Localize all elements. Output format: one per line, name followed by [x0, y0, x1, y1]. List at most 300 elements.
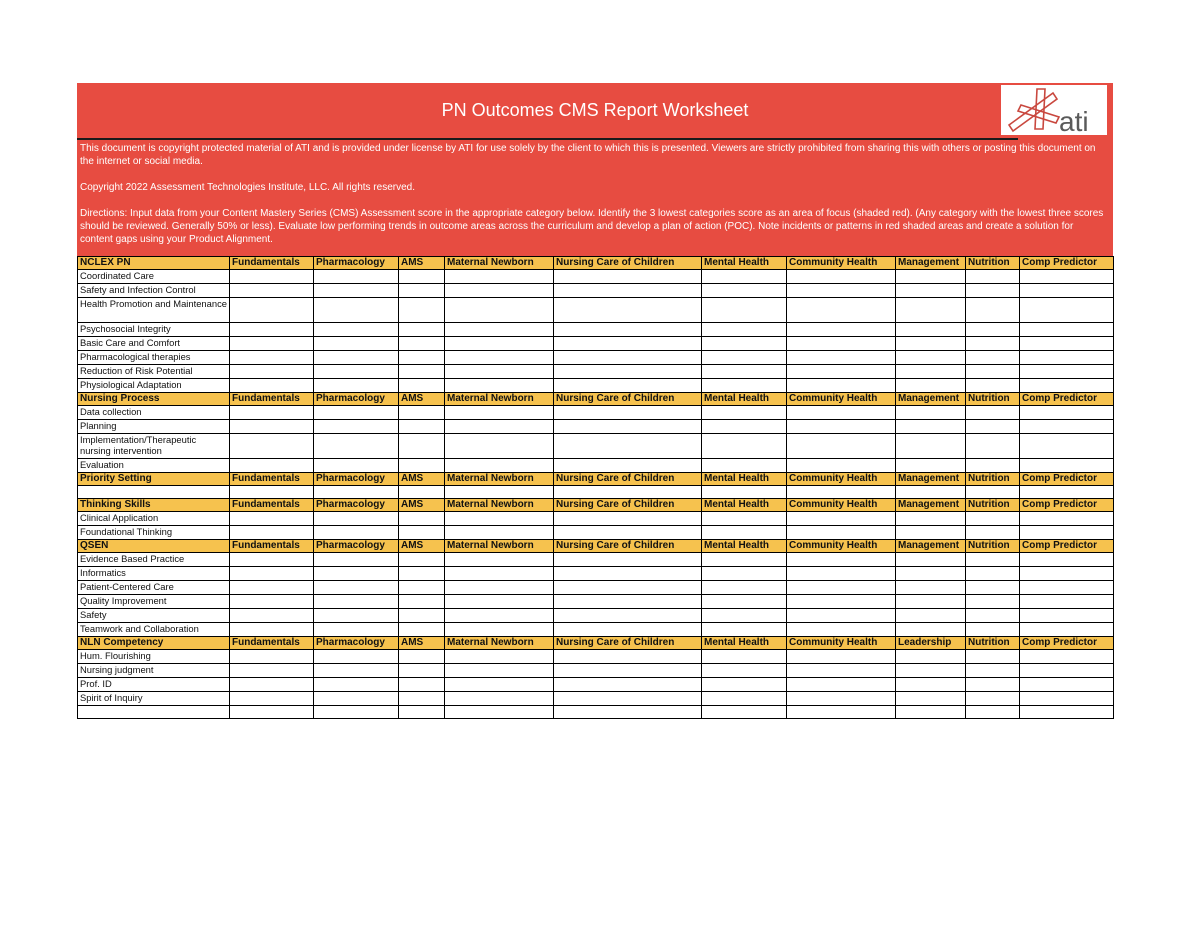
- score-cell[interactable]: [702, 650, 787, 664]
- score-cell[interactable]: [896, 486, 966, 499]
- score-cell[interactable]: [896, 553, 966, 567]
- score-cell[interactable]: [1020, 337, 1114, 351]
- score-cell[interactable]: [896, 526, 966, 540]
- score-cell[interactable]: [230, 284, 314, 298]
- table-row: [78, 692, 1114, 706]
- score-cell[interactable]: [399, 664, 445, 678]
- score-cell[interactable]: [230, 595, 314, 609]
- score-cell[interactable]: [896, 337, 966, 351]
- score-cell[interactable]: [554, 609, 702, 623]
- score-cell[interactable]: [966, 581, 1020, 595]
- score-cell[interactable]: [554, 365, 702, 379]
- score-cell[interactable]: [787, 553, 896, 567]
- score-cell[interactable]: [445, 567, 554, 581]
- score-cell[interactable]: [1020, 270, 1114, 284]
- score-cell[interactable]: [1020, 650, 1114, 664]
- score-cell[interactable]: [966, 337, 1020, 351]
- score-cell[interactable]: [966, 664, 1020, 678]
- row-label: Safety and Infection Control: [78, 284, 230, 298]
- score-cell[interactable]: [702, 553, 787, 567]
- score-cell[interactable]: [1020, 351, 1114, 365]
- score-cell[interactable]: [314, 298, 399, 323]
- score-cell[interactable]: [1020, 692, 1114, 706]
- row-label: Spirit of Inquiry: [78, 692, 230, 706]
- score-cell[interactable]: [554, 553, 702, 567]
- score-cell[interactable]: [314, 664, 399, 678]
- score-cell[interactable]: [787, 664, 896, 678]
- score-cell[interactable]: [445, 692, 554, 706]
- table-row: [78, 706, 1114, 719]
- score-cell[interactable]: [1020, 567, 1114, 581]
- score-cell[interactable]: [1020, 609, 1114, 623]
- score-cell[interactable]: [314, 284, 399, 298]
- score-cell[interactable]: [230, 486, 314, 499]
- score-cell[interactable]: [787, 567, 896, 581]
- score-cell[interactable]: [445, 609, 554, 623]
- score-cell[interactable]: [399, 581, 445, 595]
- score-cell[interactable]: [702, 512, 787, 526]
- score-cell[interactable]: [445, 678, 554, 692]
- score-cell[interactable]: [966, 365, 1020, 379]
- score-cell[interactable]: [787, 486, 896, 499]
- score-cell[interactable]: [399, 270, 445, 284]
- column-header: Fundamentals: [230, 637, 314, 650]
- score-cell[interactable]: [702, 706, 787, 719]
- score-cell[interactable]: [554, 270, 702, 284]
- score-cell[interactable]: [896, 434, 966, 459]
- score-cell[interactable]: [1020, 581, 1114, 595]
- score-cell[interactable]: [399, 512, 445, 526]
- score-cell[interactable]: [314, 486, 399, 499]
- score-cell[interactable]: [554, 512, 702, 526]
- column-header: Pharmacology: [314, 540, 399, 553]
- score-cell[interactable]: [702, 595, 787, 609]
- score-cell[interactable]: [702, 526, 787, 540]
- score-cell[interactable]: [554, 664, 702, 678]
- score-cell[interactable]: [399, 284, 445, 298]
- score-cell[interactable]: [1020, 706, 1114, 719]
- section-header-row: [78, 540, 1114, 553]
- column-header: Nursing Care of Children: [554, 637, 702, 650]
- table-row: [78, 567, 1114, 581]
- score-cell[interactable]: [554, 406, 702, 420]
- score-cell[interactable]: [966, 567, 1020, 581]
- score-cell[interactable]: [554, 351, 702, 365]
- score-cell[interactable]: [787, 706, 896, 719]
- score-cell[interactable]: [787, 526, 896, 540]
- score-cell[interactable]: [399, 609, 445, 623]
- score-cell[interactable]: [445, 526, 554, 540]
- score-cell[interactable]: [787, 298, 896, 323]
- score-cell[interactable]: [230, 270, 314, 284]
- score-cell[interactable]: [445, 459, 554, 473]
- score-cell[interactable]: [230, 581, 314, 595]
- score-cell[interactable]: [966, 351, 1020, 365]
- score-cell[interactable]: [702, 323, 787, 337]
- score-cell[interactable]: [554, 595, 702, 609]
- score-cell[interactable]: [896, 650, 966, 664]
- score-cell[interactable]: [230, 337, 314, 351]
- score-cell[interactable]: [702, 420, 787, 434]
- table-row: [78, 298, 1114, 323]
- score-cell[interactable]: [787, 650, 896, 664]
- score-cell[interactable]: [702, 567, 787, 581]
- score-cell[interactable]: [445, 595, 554, 609]
- score-cell[interactable]: [445, 581, 554, 595]
- score-cell[interactable]: [445, 664, 554, 678]
- score-cell[interactable]: [445, 284, 554, 298]
- score-cell[interactable]: [399, 459, 445, 473]
- score-cell[interactable]: [787, 379, 896, 393]
- score-cell[interactable]: [896, 351, 966, 365]
- score-cell[interactable]: [702, 298, 787, 323]
- score-cell[interactable]: [230, 678, 314, 692]
- score-cell[interactable]: [702, 284, 787, 298]
- score-cell[interactable]: [445, 434, 554, 459]
- score-cell[interactable]: [399, 434, 445, 459]
- score-cell[interactable]: [445, 406, 554, 420]
- score-cell[interactable]: [1020, 664, 1114, 678]
- score-cell[interactable]: [787, 420, 896, 434]
- score-cell[interactable]: [1020, 420, 1114, 434]
- score-cell[interactable]: [966, 270, 1020, 284]
- score-cell[interactable]: [787, 270, 896, 284]
- score-cell[interactable]: [554, 323, 702, 337]
- score-cell[interactable]: [702, 678, 787, 692]
- score-cell[interactable]: [445, 351, 554, 365]
- score-cell[interactable]: [1020, 298, 1114, 323]
- score-cell[interactable]: [445, 553, 554, 567]
- score-cell[interactable]: [554, 420, 702, 434]
- score-cell[interactable]: [966, 609, 1020, 623]
- score-cell[interactable]: [445, 623, 554, 637]
- score-cell[interactable]: [1020, 284, 1114, 298]
- score-cell[interactable]: [966, 298, 1020, 323]
- score-cell[interactable]: [966, 595, 1020, 609]
- score-cell[interactable]: [554, 526, 702, 540]
- ati-logo-icon: [1001, 85, 1107, 135]
- score-cell[interactable]: [230, 420, 314, 434]
- score-cell[interactable]: [896, 459, 966, 473]
- score-cell[interactable]: [230, 512, 314, 526]
- score-cell[interactable]: [702, 581, 787, 595]
- score-cell[interactable]: [314, 406, 399, 420]
- score-cell[interactable]: [399, 365, 445, 379]
- score-cell[interactable]: [230, 351, 314, 365]
- score-cell[interactable]: [445, 298, 554, 323]
- score-cell[interactable]: [787, 323, 896, 337]
- score-cell[interactable]: [787, 581, 896, 595]
- score-cell[interactable]: [1020, 595, 1114, 609]
- score-cell[interactable]: [445, 512, 554, 526]
- score-cell[interactable]: [399, 553, 445, 567]
- score-cell[interactable]: [1020, 512, 1114, 526]
- score-cell[interactable]: [399, 337, 445, 351]
- title-rule: [77, 138, 1018, 140]
- score-cell[interactable]: [702, 609, 787, 623]
- score-cell[interactable]: [966, 486, 1020, 499]
- score-cell[interactable]: [314, 512, 399, 526]
- score-cell[interactable]: [787, 692, 896, 706]
- column-header: Maternal Newborn: [445, 499, 554, 512]
- score-cell[interactable]: [399, 706, 445, 719]
- score-cell[interactable]: [554, 459, 702, 473]
- column-header: Management: [896, 540, 966, 553]
- score-cell[interactable]: [1020, 434, 1114, 459]
- score-cell[interactable]: [445, 337, 554, 351]
- score-cell[interactable]: [702, 434, 787, 459]
- score-cell[interactable]: [314, 692, 399, 706]
- score-cell[interactable]: [787, 365, 896, 379]
- score-cell[interactable]: [966, 623, 1020, 637]
- score-cell[interactable]: [554, 379, 702, 393]
- score-cell[interactable]: [702, 486, 787, 499]
- table-row: [78, 581, 1114, 595]
- score-cell[interactable]: [314, 526, 399, 540]
- score-cell[interactable]: [314, 365, 399, 379]
- score-cell[interactable]: [445, 420, 554, 434]
- score-cell[interactable]: [314, 434, 399, 459]
- score-cell[interactable]: [966, 379, 1020, 393]
- score-cell[interactable]: [702, 379, 787, 393]
- row-label: Safety: [78, 609, 230, 623]
- score-cell[interactable]: [314, 623, 399, 637]
- score-cell[interactable]: [966, 406, 1020, 420]
- score-cell[interactable]: [896, 664, 966, 678]
- score-cell[interactable]: [399, 595, 445, 609]
- score-cell[interactable]: [896, 270, 966, 284]
- score-cell[interactable]: [966, 420, 1020, 434]
- score-cell[interactable]: [445, 323, 554, 337]
- row-label: Basic Care and Comfort: [78, 337, 230, 351]
- score-cell[interactable]: [896, 365, 966, 379]
- score-cell[interactable]: [399, 379, 445, 393]
- column-header: Community Health: [787, 393, 896, 406]
- score-cell[interactable]: [230, 567, 314, 581]
- score-cell[interactable]: [787, 595, 896, 609]
- score-cell[interactable]: [787, 609, 896, 623]
- score-cell[interactable]: [966, 512, 1020, 526]
- score-cell[interactable]: [554, 434, 702, 459]
- score-cell[interactable]: [966, 459, 1020, 473]
- score-cell[interactable]: [445, 379, 554, 393]
- score-cell[interactable]: [966, 692, 1020, 706]
- score-cell[interactable]: [399, 526, 445, 540]
- score-cell[interactable]: [1020, 323, 1114, 337]
- score-cell[interactable]: [1020, 486, 1114, 499]
- score-cell[interactable]: [896, 323, 966, 337]
- score-cell[interactable]: [399, 420, 445, 434]
- score-cell[interactable]: [702, 406, 787, 420]
- score-cell[interactable]: [314, 595, 399, 609]
- score-cell[interactable]: [896, 595, 966, 609]
- score-cell[interactable]: [702, 337, 787, 351]
- score-cell[interactable]: [230, 609, 314, 623]
- score-cell[interactable]: [399, 623, 445, 637]
- directions: Directions: Input data from your Content Mastery Series (CMS) Assessment score in the appropriate category below. Identify the 3 lowest categories score as an area of focus (shaded red). (Any category with the lowest three scores should be reviewed. Generally 50% or less). Evaluate low performing trends in outcome areas across the curriculum and develop a plan of action (POC). Note incidents or patterns in red shaded areas and create a solution for content gaps using your Product Alignment.: [80, 208, 1104, 245]
- table-row: [78, 526, 1114, 540]
- score-cell[interactable]: [314, 609, 399, 623]
- score-cell[interactable]: [787, 406, 896, 420]
- score-cell[interactable]: [702, 623, 787, 637]
- score-cell[interactable]: [1020, 406, 1114, 420]
- score-cell[interactable]: [230, 526, 314, 540]
- score-cell[interactable]: [896, 298, 966, 323]
- score-cell[interactable]: [314, 420, 399, 434]
- score-cell[interactable]: [399, 351, 445, 365]
- score-cell[interactable]: [230, 379, 314, 393]
- row-label: Nursing judgment: [78, 664, 230, 678]
- score-cell[interactable]: [1020, 553, 1114, 567]
- score-cell[interactable]: [230, 365, 314, 379]
- score-cell[interactable]: [896, 581, 966, 595]
- score-cell[interactable]: [230, 553, 314, 567]
- score-cell[interactable]: [314, 581, 399, 595]
- score-cell[interactable]: [787, 623, 896, 637]
- score-cell[interactable]: [554, 706, 702, 719]
- score-cell[interactable]: [554, 486, 702, 499]
- score-cell[interactable]: [554, 284, 702, 298]
- score-cell[interactable]: [896, 692, 966, 706]
- column-header: Maternal Newborn: [445, 473, 554, 486]
- score-cell[interactable]: [966, 706, 1020, 719]
- score-cell[interactable]: [896, 678, 966, 692]
- column-header: Pharmacology: [314, 473, 399, 486]
- column-header: Pharmacology: [314, 257, 399, 270]
- score-cell[interactable]: [896, 609, 966, 623]
- score-cell[interactable]: [554, 298, 702, 323]
- score-cell[interactable]: [702, 692, 787, 706]
- score-cell[interactable]: [230, 706, 314, 719]
- score-cell[interactable]: [896, 623, 966, 637]
- score-cell[interactable]: [314, 706, 399, 719]
- logo-text: ati: [1059, 106, 1089, 135]
- score-cell[interactable]: [787, 337, 896, 351]
- score-cell[interactable]: [787, 351, 896, 365]
- score-cell[interactable]: [896, 420, 966, 434]
- score-cell[interactable]: [445, 650, 554, 664]
- score-cell[interactable]: [787, 434, 896, 459]
- section-header-row: [78, 393, 1114, 406]
- score-cell[interactable]: [554, 623, 702, 637]
- section-title: NCLEX PN: [78, 257, 230, 270]
- score-cell[interactable]: [314, 650, 399, 664]
- score-cell[interactable]: [314, 379, 399, 393]
- score-cell[interactable]: [230, 434, 314, 459]
- score-cell[interactable]: [399, 650, 445, 664]
- score-cell[interactable]: [1020, 379, 1114, 393]
- score-cell[interactable]: [1020, 459, 1114, 473]
- score-cell[interactable]: [787, 678, 896, 692]
- column-header: Mental Health: [702, 637, 787, 650]
- score-cell[interactable]: [1020, 526, 1114, 540]
- row-label: Data collection: [78, 406, 230, 420]
- score-cell[interactable]: [966, 553, 1020, 567]
- table-row: [78, 284, 1114, 298]
- column-header: Maternal Newborn: [445, 637, 554, 650]
- table-row: [78, 420, 1114, 434]
- score-cell[interactable]: [554, 337, 702, 351]
- score-cell[interactable]: [554, 650, 702, 664]
- score-cell[interactable]: [966, 284, 1020, 298]
- score-cell[interactable]: [1020, 365, 1114, 379]
- column-header: Nursing Care of Children: [554, 257, 702, 270]
- score-cell[interactable]: [230, 692, 314, 706]
- score-cell[interactable]: [966, 526, 1020, 540]
- score-cell[interactable]: [314, 270, 399, 284]
- column-header: Comp Predictor: [1020, 637, 1114, 650]
- score-cell[interactable]: [554, 678, 702, 692]
- score-cell[interactable]: [966, 323, 1020, 337]
- score-cell[interactable]: [702, 664, 787, 678]
- score-cell[interactable]: [896, 706, 966, 719]
- score-cell[interactable]: [896, 512, 966, 526]
- score-cell[interactable]: [314, 459, 399, 473]
- score-cell[interactable]: [445, 486, 554, 499]
- score-cell[interactable]: [314, 323, 399, 337]
- score-cell[interactable]: [445, 365, 554, 379]
- score-cell[interactable]: [399, 678, 445, 692]
- column-header: Nutrition: [966, 393, 1020, 406]
- score-cell[interactable]: [1020, 623, 1114, 637]
- score-cell[interactable]: [399, 567, 445, 581]
- score-cell[interactable]: [230, 406, 314, 420]
- section-header-row: [78, 637, 1114, 650]
- row-label: Hum. Flourishing: [78, 650, 230, 664]
- score-cell[interactable]: [230, 664, 314, 678]
- score-cell[interactable]: [399, 692, 445, 706]
- score-cell[interactable]: [230, 650, 314, 664]
- score-cell[interactable]: [1020, 678, 1114, 692]
- score-cell[interactable]: [399, 486, 445, 499]
- score-cell[interactable]: [787, 284, 896, 298]
- score-cell[interactable]: [230, 459, 314, 473]
- score-cell[interactable]: [314, 351, 399, 365]
- score-cell[interactable]: [896, 284, 966, 298]
- score-cell[interactable]: [787, 512, 896, 526]
- score-cell[interactable]: [702, 351, 787, 365]
- score-cell[interactable]: [399, 298, 445, 323]
- score-cell[interactable]: [314, 678, 399, 692]
- score-cell[interactable]: [554, 581, 702, 595]
- score-cell[interactable]: [445, 706, 554, 719]
- score-cell[interactable]: [230, 298, 314, 323]
- score-cell[interactable]: [896, 379, 966, 393]
- score-cell[interactable]: [966, 678, 1020, 692]
- score-cell[interactable]: [966, 650, 1020, 664]
- score-cell[interactable]: [399, 323, 445, 337]
- score-cell[interactable]: [702, 365, 787, 379]
- score-cell[interactable]: [702, 459, 787, 473]
- column-header: AMS: [399, 473, 445, 486]
- score-cell[interactable]: [314, 567, 399, 581]
- score-cell[interactable]: [445, 270, 554, 284]
- score-cell[interactable]: [896, 567, 966, 581]
- score-cell[interactable]: [554, 692, 702, 706]
- score-cell[interactable]: [314, 553, 399, 567]
- section-title: QSEN: [78, 540, 230, 553]
- section-header-row: [78, 257, 1114, 270]
- score-cell[interactable]: [702, 270, 787, 284]
- score-cell[interactable]: [230, 623, 314, 637]
- score-cell[interactable]: [554, 567, 702, 581]
- score-cell[interactable]: [787, 459, 896, 473]
- score-cell[interactable]: [314, 337, 399, 351]
- score-cell[interactable]: [399, 406, 445, 420]
- score-cell[interactable]: [896, 406, 966, 420]
- score-cell[interactable]: [230, 323, 314, 337]
- score-cell[interactable]: [966, 434, 1020, 459]
